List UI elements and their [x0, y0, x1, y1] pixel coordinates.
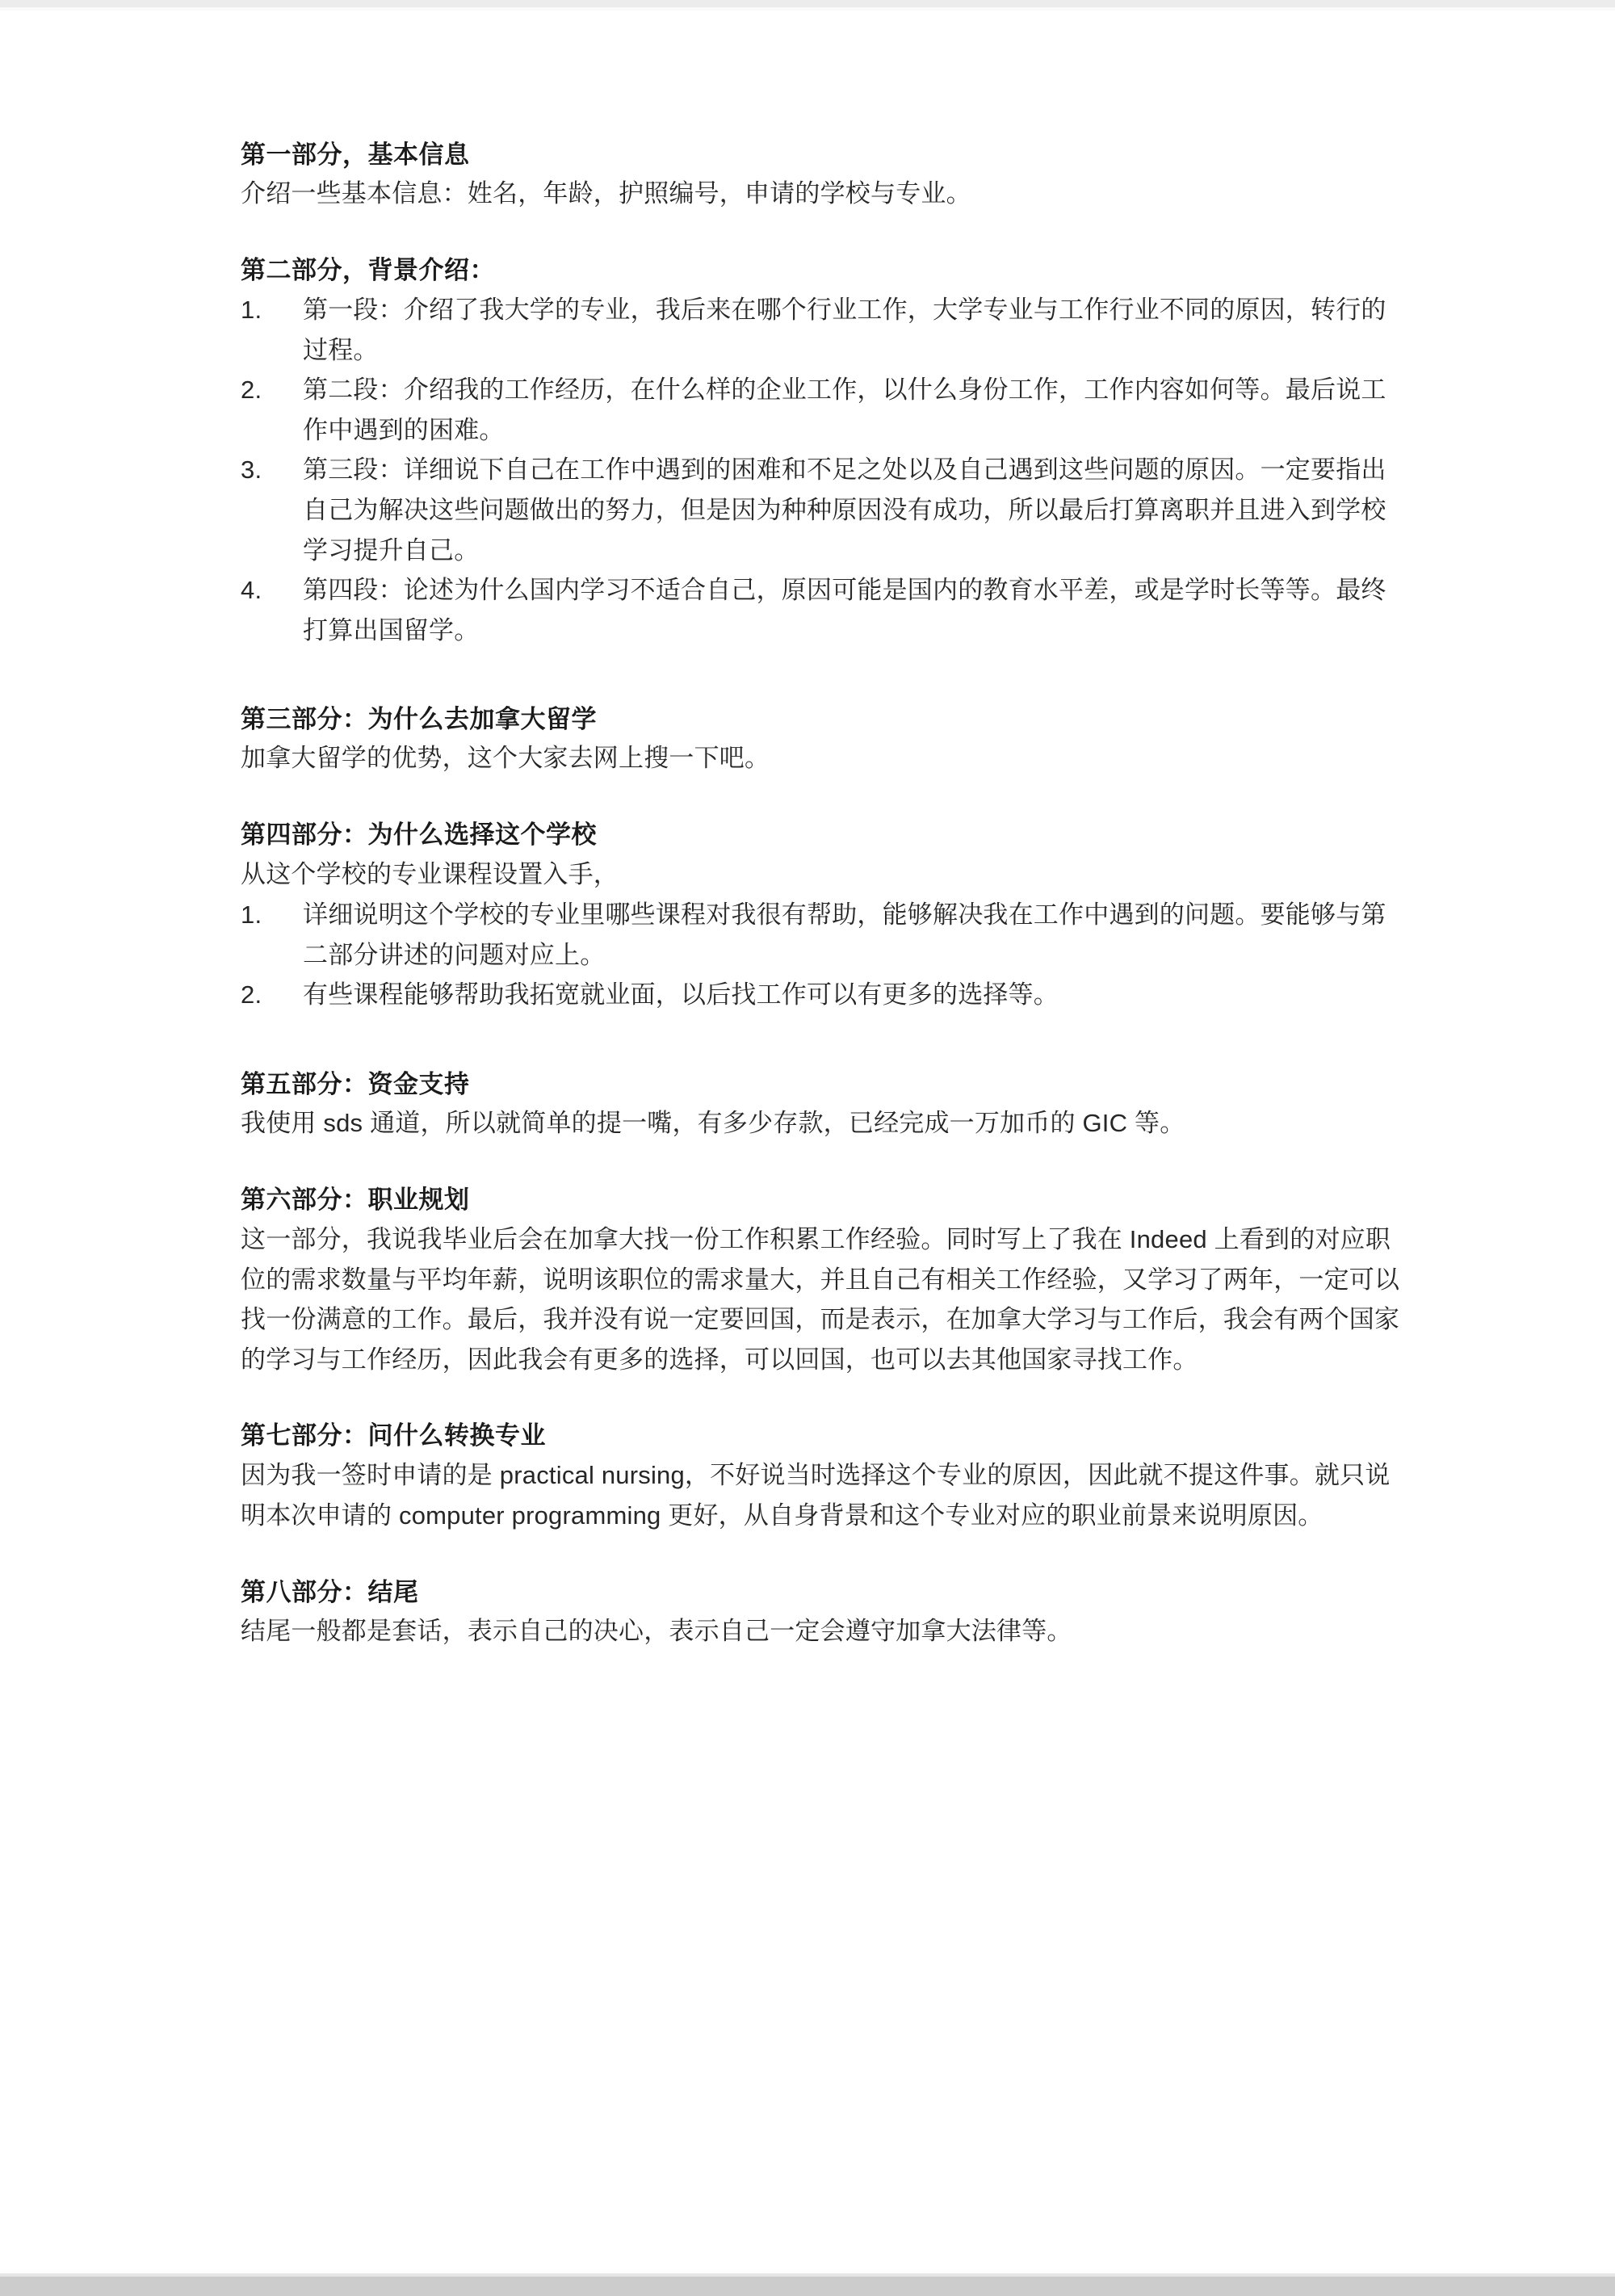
list-marker: 1.	[241, 296, 262, 325]
section-list-part-2	[241, 290, 1403, 650]
list-item	[241, 370, 1403, 450]
section-heading-part-7: 第七部分：问什么转换专业	[241, 1421, 546, 1450]
list-marker: 4.	[241, 576, 262, 605]
section-paragraph-part-5: 我使用 sds 通道，所以就简单的提一嘴，有多少存款，已经完成一万加币的 GIC 等。	[241, 1108, 1185, 1137]
section-heading-part-3: 第三部分：为什么去加拿大留学	[241, 705, 597, 734]
list-item	[241, 895, 1403, 975]
section-paragraph-part-8: 结尾一般都是套话，表示自己的决心，表示自己一定会遵守加拿大法律等。	[241, 1616, 1072, 1645]
list-item-text: 详细说明这个学校的专业里哪些课程对我很有帮助，能够解决我在工作中遇到的问题。要能够与第二部分讲述的问题对应上。	[303, 900, 1386, 969]
spacer	[241, 779, 1403, 816]
section-part-2	[241, 251, 1403, 650]
section-part-5	[241, 1065, 1403, 1144]
section-heading-part-2: 第二部分，背景介绍：	[241, 256, 495, 285]
list-marker: 1.	[241, 900, 262, 930]
list-marker: 2.	[241, 376, 262, 405]
section-part-4	[241, 816, 1403, 1014]
spacer	[241, 1379, 1403, 1417]
spacer	[241, 1536, 1403, 1573]
section-list-part-4	[241, 895, 1403, 1015]
section-heading-part-1: 第一部分，基本信息	[241, 141, 470, 169]
list-marker: 3.	[241, 455, 262, 485]
section-heading-part-5: 第五部分：资金支持	[241, 1069, 470, 1098]
section-part-7	[241, 1417, 1403, 1535]
spacer	[241, 650, 1403, 700]
scan-band-top-secondary	[0, 7, 1615, 10]
list-item-text: 第一段：介绍了我大学的专业，我后来在哪个行业工作，大学专业与工作行业不同的原因，转行的过程。	[303, 296, 1386, 364]
scan-band-top	[0, 0, 1615, 7]
section-heading-part-4: 第四部分：为什么选择这个学校	[241, 821, 597, 850]
spacer	[241, 1015, 1403, 1065]
list-item	[241, 290, 1403, 370]
scan-band-bottom	[0, 2277, 1615, 2296]
list-item-text: 有些课程能够帮助我拓宽就业面，以后找工作可以有更多的选择等。	[303, 980, 1059, 1009]
list-item-text: 第四段：论述为什么国内学习不适合自己，原因可能是国内的教育水平差，或是学时长等等。最终打算出国留学。	[303, 576, 1386, 644]
spacer	[241, 214, 1403, 251]
list-item-text: 第三段：详细说下自己在工作中遇到的困难和不足之处以及自己遇到这些问题的原因。一定要指出自己为解决这些问题做出的努力，但是因为种种原因没有成功，所以最后打算离职并且进入到学校学习提升自己。	[303, 455, 1386, 565]
section-heading-part-6: 第六部分：职业规划	[241, 1185, 470, 1214]
section-part-1	[241, 136, 1403, 214]
document-content	[241, 136, 1403, 1652]
section-part-6	[241, 1181, 1403, 1379]
list-item-text: 第二段：介绍我的工作经历，在什么样的企业工作，以什么身份工作，工作内容如何等。最后说工作中遇到的困难。	[303, 376, 1386, 444]
list-item	[241, 450, 1403, 570]
list-item	[241, 570, 1403, 650]
list-marker: 2.	[241, 980, 262, 1009]
section-paragraph-part-3: 加拿大留学的优势，这个大家去网上搜一下吧。	[241, 744, 770, 773]
section-paragraph-part-7: 因为我一签时申请的是 practical nursing，不好说当时选择这个专业的原因，因此就不提这件事。就只说明本次申请的 computer programming 更好，从自身背景和这个专业对应的职业前景来说明原因。	[241, 1461, 1391, 1530]
section-heading-part-8: 第八部分：结尾	[241, 1577, 419, 1606]
list-item	[241, 975, 1403, 1015]
section-part-8	[241, 1573, 1403, 1652]
section-lead-in-part-4: 从这个学校的专业课程设置入手，	[241, 860, 619, 889]
section-paragraph-part-1: 介绍一些基本信息：姓名，年龄，护照编号，申请的学校与专业。	[241, 179, 971, 208]
spacer	[241, 1144, 1403, 1181]
section-paragraph-part-6: 这一部分，我说我毕业后会在加拿大找一份工作积累工作经验。同时写上了我在 Indeed 上看到的对应职位的需求数量与平均年薪，说明该职位的需求量大，并且自己有相关工作经验，又学习了两年，一定可以找一份满意的工作。最后，我并没有说一定要回国，而是表示，在加拿大学习与工作后，我会有两个国家的学习与工作经历，因此我会有更多的选择，可以回国，也可以去其他国家寻找工作。	[241, 1224, 1400, 1374]
section-part-3	[241, 700, 1403, 779]
